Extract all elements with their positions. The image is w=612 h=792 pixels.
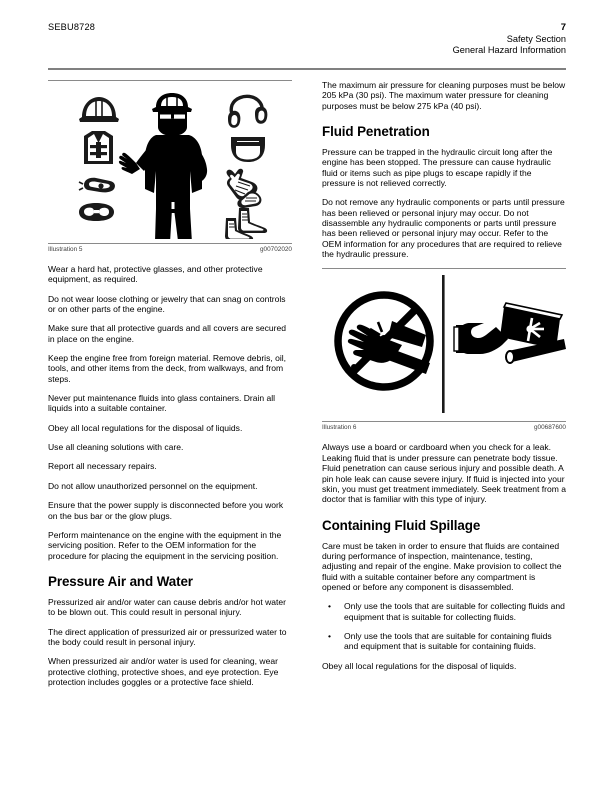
list-item-text: Only use the tools that are suitable for collecting fluids and equipment that is suitable for collecting fluids. [344,601,565,622]
subsection-title: General Hazard Information [452,45,566,56]
figure-graphic-number: g00687600 [534,424,566,432]
paragraph: Pressurized air and/or water can cause debris and/or hot water to be blown out. This could result in personal injury. [48,596,287,618]
figure-bottom-rule [48,243,292,244]
heading-fluid-penetration: Fluid Penetration [322,124,430,140]
header-divider-rule [48,68,566,70]
paragraph: Do not remove any hydraulic components or parts until pressure has been relieved or personal injury may occur. Do not disassemble any hydraulic components or parts until pressure has been relieved or personal injury may occur. Refer to the OEM information for any procedures that are required to relieve the hydraulic pressure. [322,197,565,260]
bullet-marker-icon: • [328,630,331,641]
paragraph: Always use a board or cardboard when you check for a leak. Leaking fluid that is under pressure can penetrate body tissue. Fluid penetration can cause serious injury and possible death. A pin hole leak can cause severe injury. If fluid is injected into your skin, you must get treatment immediately. Seek treatment from a doctor that is familiar with this type of injury. [322,442,566,505]
figure-top-rule [322,268,566,269]
figure-graphic-number: g00702020 [260,246,292,253]
paragraph: Ensure that the power supply is disconnected before you work on the bus bar or the glow plugs. [48,500,284,521]
paragraph: Obey all local regulations for the disposal of liquids. [322,660,517,671]
figure-caption [48,246,292,258]
page-number: 7 [560,22,566,33]
paragraph: When pressurized air and/or water is used for cleaning, wear protective clothing, protective shoes, and eye protection. Eye protection includes goggles or a protective face shield. [48,656,279,687]
heading-containing-fluid-spillage: Containing Fluid Spillage [322,517,481,533]
figure-top-rule [48,80,292,81]
figure-caption-label: Illustration 6 [322,424,357,432]
figure-caption [322,424,566,436]
bullet-list [322,601,566,651]
left-column [48,80,292,696]
figure-illustration-6 [322,268,566,436]
figure-caption-label: Illustration 5 [48,246,83,253]
paragraph: Report all necessary repairs. [48,461,157,472]
paragraph: Keep the engine free from foreign material. Remove debris, oil, tools, and other items from the deck, from walkways, and from steps. [48,353,287,384]
paragraph: Make sure that all protective guards and all covers are secured in place on the engine. [48,323,287,344]
figure-illustration-5 [48,80,292,258]
bullet-marker-icon: • [328,601,331,612]
paragraph: Wear a hard hat, protective glasses, and other protective equipment, as required. [48,264,263,285]
header-right-block [453,22,566,57]
fluid-penetration-illustration-art [322,275,566,417]
paragraph: Perform maintenance on the engine with the equipment in the servicing position. Refer to the OEM information for the procedure for placing the equipment in the servicing position. [48,529,282,561]
paragraph: The maximum air pressure for cleaning purposes must be below 205 kPa (30 psi). The maximum water pressure for cleaning purposes must be below 275 kPa (40 psi). [322,80,566,111]
ppe-illustration-art [48,87,292,239]
paragraph: Do not wear loose clothing or jewelry that can snag on controls or on other parts of the engine. [48,293,286,315]
paragraph: Never put maintenance fluids into glass containers. Drain all liquids into a suitable container. [48,393,276,414]
paragraph: The direct application of pressurized air or pressurized water to the body could result in personal injury. [48,626,287,647]
paragraph: Do not allow unauthorized personnel on the equipment. [48,480,258,491]
heading-pressure-air-and-water: Pressure Air and Water [48,573,193,589]
list-item-text: Only use the tools that are suitable for containing fluids and equipment that is suitable for containing fluids. [344,630,552,652]
page-header [48,22,566,70]
section-title: Safety Section [506,33,566,44]
list-item [322,631,566,652]
paragraph: Obey all local regulations for the disposal of liquids. [48,422,243,433]
document-number: SEBU8728 [48,22,96,32]
paragraph: Care must be taken in order to ensure that fluids are contained during performance of inspection, maintenance, testing, adjusting and repair of the engine. Make provision to collect the fluid with a suitable container before any compartment is opened or before any component is disassembled. [322,540,562,592]
right-column [322,80,566,680]
paragraph: Pressure can be trapped in the hydraulic circuit long after the engine has been stopped. The pressure can cause hydraulic fluid or items such as pipe plugs to escape rapidly if the pressure is not relieved correctly. [322,147,553,189]
figure-bottom-rule [322,421,566,422]
paragraph: Use all cleaning solutions with care. [48,442,184,453]
list-item [322,601,566,622]
